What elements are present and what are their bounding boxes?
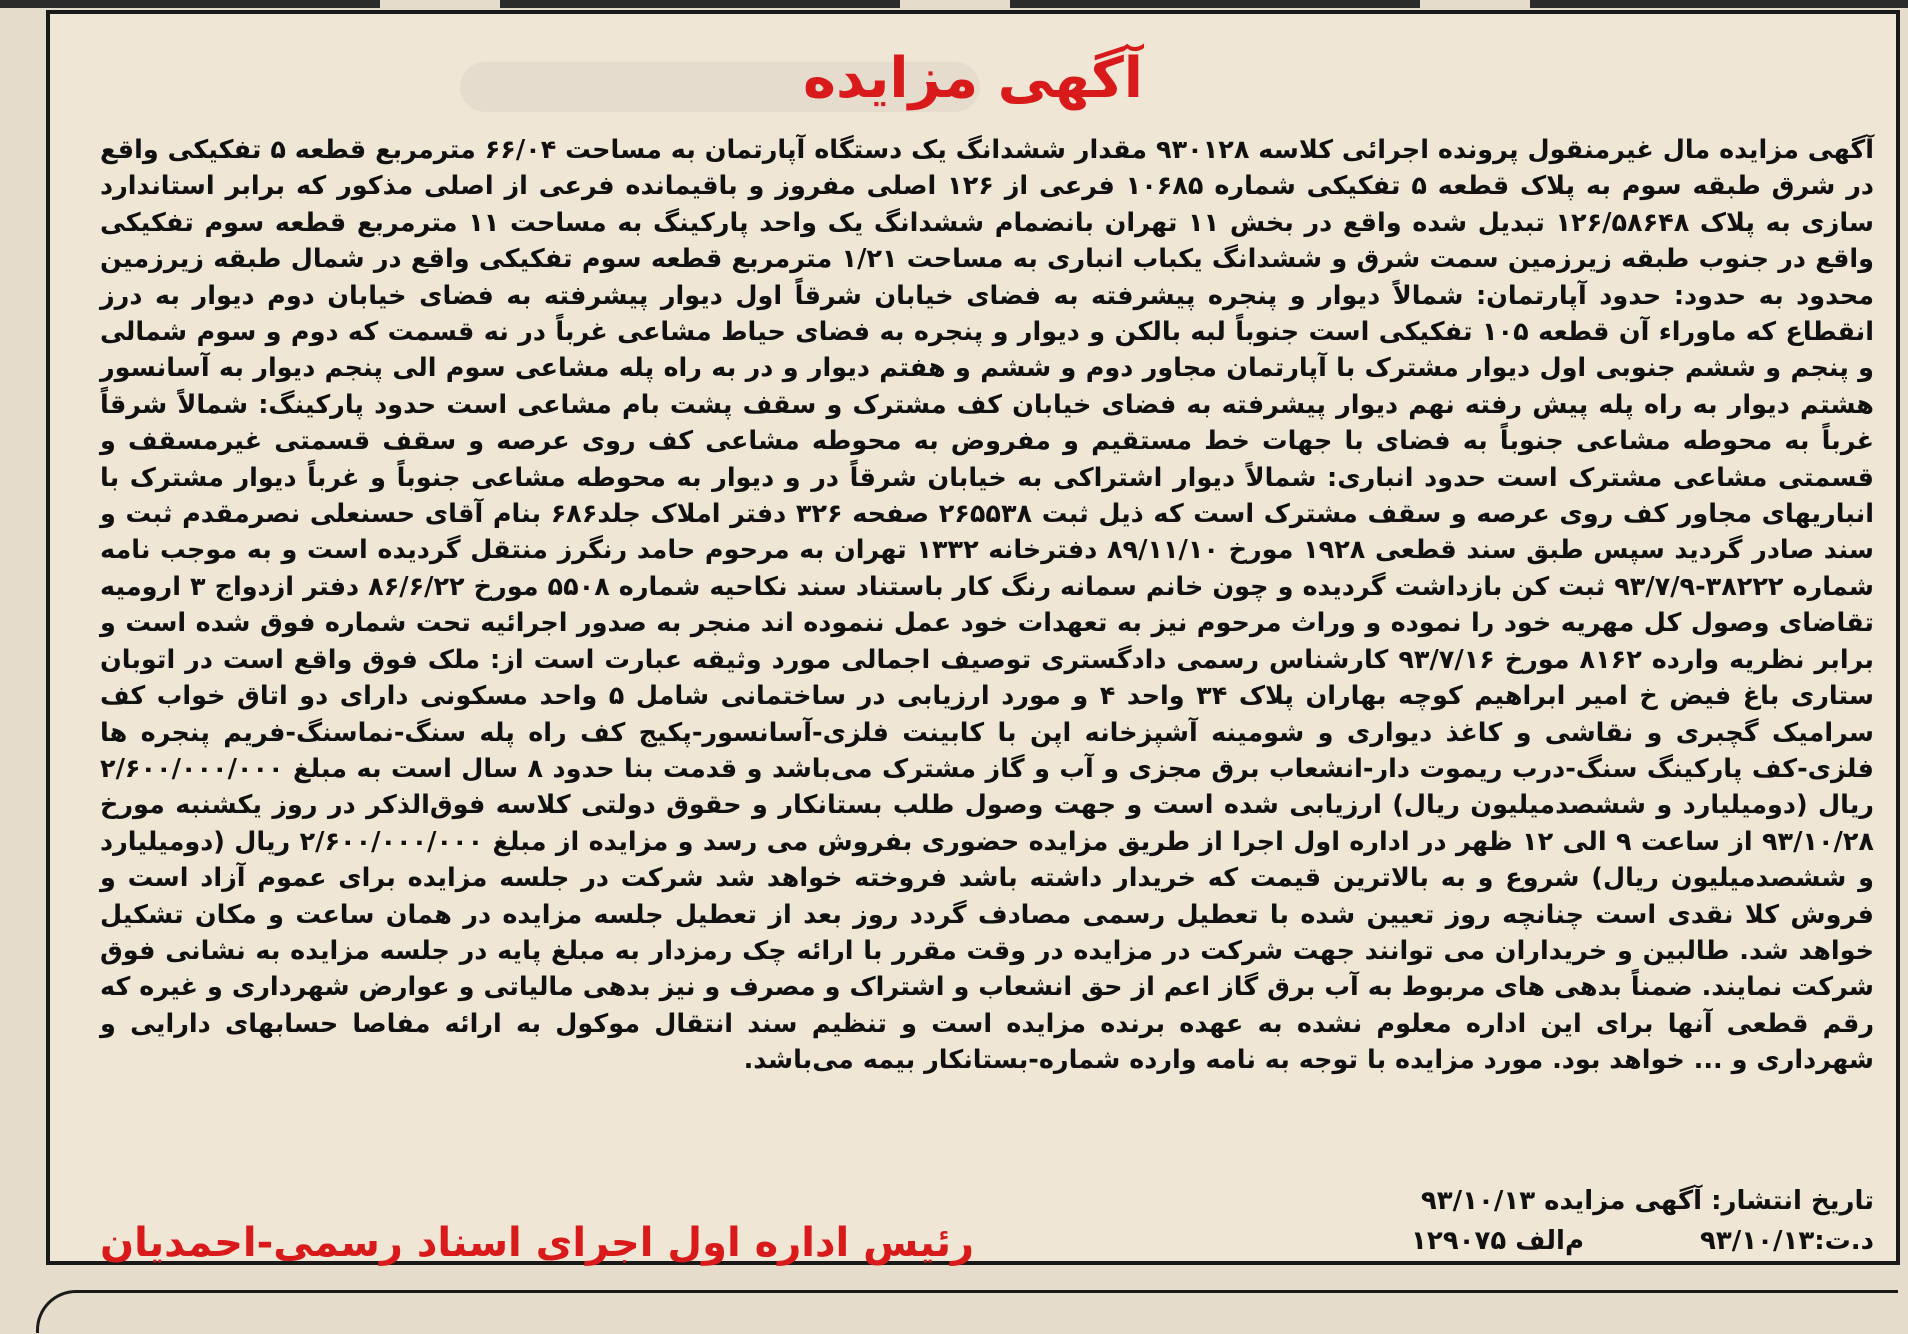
notice-frame [46, 10, 1900, 1265]
next-notice-border [36, 1290, 1898, 1333]
notice-footer [100, 1222, 1874, 1272]
top-newsprint-strip [0, 0, 1908, 8]
notice-body: آگهی مزایده مال غیرمنقول پرونده اجرائی کلاسه ۹۳۰۱۲۸ مقدار ششدانگ یک دستگاه آپارتمان به مساحت ۶۶/۰۴ مترمربع قطعه ۵ تفکیکی واقع در شرق طبقه سوم به پلاک قطعه ۵ تفکیکی شماره ۱۰۶۸۵ فرعی از ۱۲۶ اصلی مفروز و باقیمانده فرعی از اصلی مذکور که برابر استاندارد سازی به پلاک ۱۲۶/۵۸۶۴۸ تبدیل شده واقع در بخش ۱۱ تهران بانضمام ششدانگ یک واحد پارکینگ به مساحت ۱۱ مترمربع قطعه سوم تفکیکی واقع در جنوب طبقه زیرزمین سمت شرق و ششدانگ یکباب انباری به مساحت ۱/۲۱ مترمربع قطعه سوم تفکیکی واقع در شمال طبقه زیرزمین محدود به حدود: حدود آپارتمان: شمالاً دیوار و پنجره پیشرفته به فضای خیابان شرقاً اول دیوار پیشرفته به فضای خیابان دوم دیوار به درز انقطاع که ماوراء آن قطعه ۱۰۵ تفکیکی است جنوباً لبه بالکن و دیوار و پنجره به فضای حیاط مشاعی غرباً در نه قسمت که دوم و سوم شمالی و پنجم و ششم جنوبی اول دیوار مشترک با آپارتمان مجاور دوم و ششم و هفتم دیوار و در به راه پله مشاعی سوم الی پنجم دیوار به آسانسور هشتم دیوار به راه پله پیش رفته نهم دیوار پیشرفته به فضای خیابان کف مشترک و سقف پشت بام مشاعی است حدود پارکینگ: شمالاً شرقاً غرباً به محوطه مشاعی جنوباً به فضای با جهات خط مستقیم و مفروض به محوطه مشاعی کف روی عرصه و سقف قسمتی غیرمسقف و قسمتی مشاعی مشترک است حدود انباری: شمالاً دیوار اشتراکی به خیابان شرقاً در و دیوار به محوطه مشاعی جنوباً و غرباً دیوار مشترک با انباریهای مجاور کف روی عرصه و سقف مشترک است که ذیل ثبت ۲۶۵۵۳۸ صفحه ۳۲۶ دفتر املاک جلد۶۸۶ بنام آقای حسنعلی نصرمقدم ثبت و سند صادر گردید سپس طبق سند قطعی ۱۹۲۸ مورخ ۸۹/۱۱/۱۰ دفترخانه ۱۳۳۲ تهران به مرحوم حامد رنگرز منتقل گردیده است و به موجب نامه شماره ۳۸۲۲۲-۹۳/۷/۹ ثبت کن بازداشت گردیده و چون خانم سمانه رنگ کار باستناد سند نکاحیه شماره ۵۵۰۸ مورخ ۸۶/۶/۲۲ دفتر ازدواج ۳ ارومیه تقاضای وصول کل مهریه خود را نموده و وراث مرحوم نیز به تعهدات خود عمل ننموده اند منجر به صدور اجرائیه تحت شماره فوق شده است و برابر نظریه وارده ۸۱۶۲ مورخ ۹۳/۷/۱۶ کارشناس رسمی دادگستری توصیف اجمالی مورد وثیقه عبارت است از: ملک فوق واقع است در اتوبان ستاری باغ فیض خ امیر ابراهیم کوچه بهاران پلاک ۳۴ واحد ۴ و مورد ارزیابی در ساختمانی شامل ۵ واحد مسکونی دارای دو اتاق خواب کف سرامیک گچبری و نقاشی و کاغذ دیواری و شومینه آشپزخانه اپن با کابینت فلزی-آسانسور-پکیج کف راه پله سنگ-نماسنگ-فریم پنجره ها فلزی-کف پارکینگ سنگ-درب ریموت دار-انشعاب برق مجزی و آب و گاز مشترک می‌باشد و قدمت بنا حدود ۸ سال است به مبلغ ۲/۶۰۰/۰۰۰/۰۰۰ ریال (دومیلیارد و ششصدمیلیون ریال) ارزیابی شده است و جهت وصول طلب بستانکار و حقوق دولتی کلاسه فوق‌الذکر در روز یکشنبه مورخ ۹۳/۱۰/۲۸ از ساعت ۹ الی ۱۲ ظهر در اداره اول اجرا از طریق مزایده حضوری بفروش می رسد و مزایده از مبلغ ۲/۶۰۰/۰۰۰/۰۰۰ ریال (دومیلیارد و ششصدمیلیون ریال) شروع و به بالاترین قیمت که خریدار داشته باشد فروخته خواهد شد شرکت در جلسه مزایده برای عموم آزاد است و فروش کلا نقدی است چنانچه روز تعیین شده با تعطیل رسمی مصادف گردد روز بعد از تعطیل جلسه مزایده در همان ساعت و مکان تشکیل خواهد شد. طالبین و خریداران می توانند جهت شرکت در مزایده در وقت مقرر با ارائه چک رمزدار به مبلغ پایه در جلسه مزایده به نشانی فوق شرکت نمایند. ضمناً بدهی های مربوط به آب برق گاز اعم از حق انشعاب و اشتراک و مصرف و نیز بدهی مالیاتی و عوارض شهرداری و غیره که رقم قطعی آنها برای این اداره معلوم نشده به عهده برنده مزایده است و تنظیم سند انتقال موکول به ارائه مفاصا حسابهای دارایی و شهرداری و ... خواهد بود. مورد مزایده با توجه به نامه وارده شماره-بستانکار بیمه می‌باشد. [100, 135, 1875, 1076]
notice-title: آگهی مزایده [802, 46, 1144, 111]
dt-code: د.ت:۹۳/۱۰/۱۳ [1700, 1226, 1874, 1256]
malef-number: م‌الف ۱۲۹۰۷۵ [1411, 1226, 1584, 1256]
signature: رئیس اداره اول اجرای اسناد رسمی-احمدیان [100, 1220, 975, 1266]
publication-date: تاریخ انتشار: آگهی مزایده ۹۳/۱۰/۱۳ [1420, 1186, 1874, 1216]
